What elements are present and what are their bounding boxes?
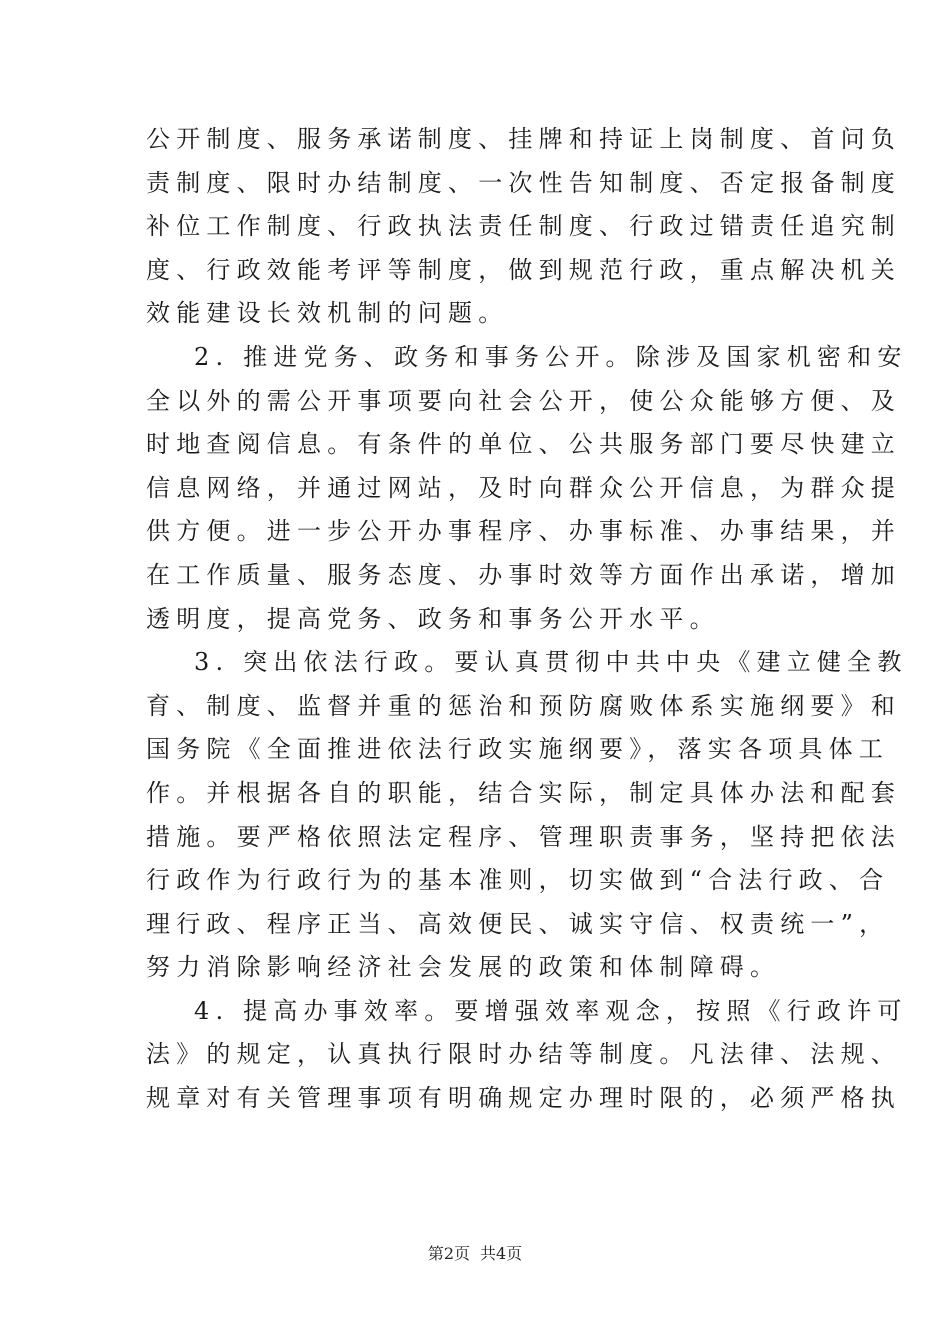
text-line: 行政作为行政行为的基本准则，切实做到“合法行政、合 xyxy=(146,866,890,895)
paragraph-2 xyxy=(146,336,908,641)
page-number-current: 第2页 xyxy=(427,1244,470,1263)
text-line: 全以外的需公开事项要向社会公开，使公众能够方便、及 xyxy=(146,386,901,415)
document-body xyxy=(146,118,908,1121)
text-line: 法》的规定，认真执行限时办结等制度。凡法律、法规、 xyxy=(146,1040,901,1069)
text-line: 公开制度、服务承诺制度、挂牌和持证上岗制度、首问负 xyxy=(146,125,901,153)
text-line: 努力消除影响经济社会发展的政策和体制障碍。 xyxy=(146,953,781,982)
text-line: 规章对有关管理事项有明确规定办理时限的，必须严格执 xyxy=(146,1084,901,1113)
text-line: 理行政、程序正当、高效便民、诚实守信、权责统一”， xyxy=(146,909,890,938)
page-footer xyxy=(0,1244,950,1264)
text-line: 2. 推进党务、政务和事务公开。除涉及国家机密和安 xyxy=(194,342,908,371)
text-line: 补位工作制度、行政执法责任制度、行政过错责任追究制 xyxy=(146,212,901,241)
text-line: 效能建设长效机制的问题。 xyxy=(146,299,509,328)
text-line: 在工作质量、服务态度、办事时效等方面作出承诺，增加 xyxy=(146,560,901,589)
paragraph-1 xyxy=(146,118,901,336)
page-number-total: 共4页 xyxy=(480,1244,523,1263)
text-line: 透明度，提高党务、政务和事务公开水平。 xyxy=(146,604,720,633)
paragraph-4 xyxy=(146,990,908,1121)
text-line: 育、制度、监督并重的惩治和预防腐败体系实施纲要》和 xyxy=(146,691,901,720)
text-line: 度、行政效能考评等制度，做到规范行政，重点解决机关 xyxy=(146,255,901,284)
paragraph-3 xyxy=(146,641,908,990)
text-line: 责制度、限时办结制度、一次性告知制度、否定报备制度 xyxy=(146,168,901,197)
text-line: 时地查阅信息。有条件的单位、公共服务部门要尽快建立 xyxy=(146,430,901,459)
text-line: 供方便。进一步公开办事程序、办事标准、办事结果，并 xyxy=(146,517,901,546)
text-line: 信息网络，并通过网站，及时向群众公开信息，为群众提 xyxy=(146,473,901,502)
text-line: 措施。要严格依照法定程序、管理职责事务，坚持把依法 xyxy=(146,822,901,851)
text-line: 作。并根据各自的职能，结合实际，制定具体办法和配套 xyxy=(146,778,901,807)
text-line: 国务院《全面推进依法行政实施纲要》，落实各项具体工 xyxy=(146,735,889,764)
text-line: 4. 提高办事效率。要增强效率观念，按照《行政许可 xyxy=(194,996,908,1025)
text-line: 3. 突出依法行政。要认真贯彻中共中央《建立健全教 xyxy=(194,648,908,677)
